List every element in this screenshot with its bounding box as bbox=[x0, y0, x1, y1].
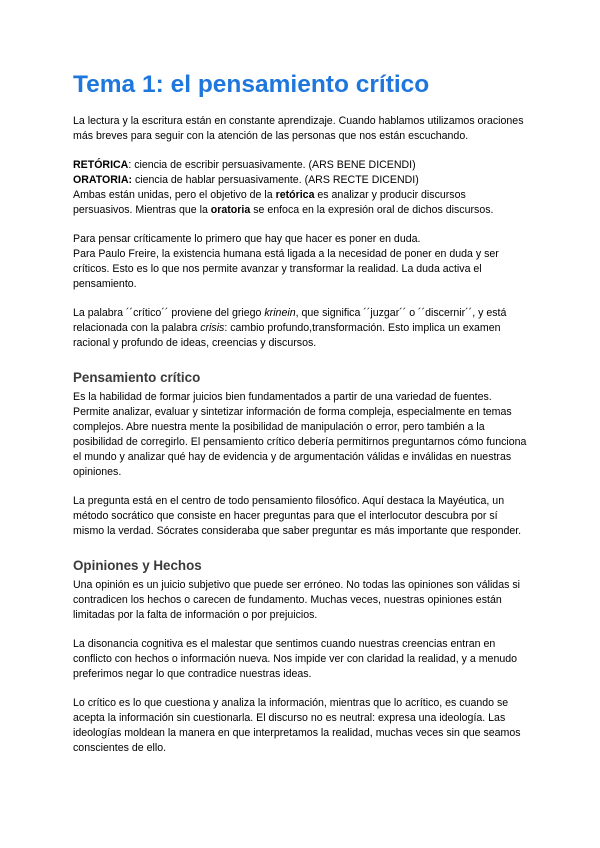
oratoria-definition bbox=[73, 173, 528, 188]
pensamiento-paragraph-2: La pregunta está en el centro de todo pensamiento filosófico. Aquí destaca la Mayéutica, un método socrático que consiste en hacer preguntas para que el interlocutor descubra por sí mismo la verdad. Sócrates consideraba que saber preguntar es más importante que responder. bbox=[73, 495, 522, 537]
palabra-text-a: La palabra ´´crítico´´ proviene del griego bbox=[73, 307, 265, 319]
duda-paragraph-1: Para pensar críticamente lo primero que hay que hacer es poner en duda. bbox=[73, 233, 421, 245]
retorica-definition bbox=[73, 158, 528, 173]
ambas-text-a: Ambas están unidas, pero el objetivo de la bbox=[73, 189, 276, 201]
section-heading-opiniones: Opiniones y Hechos bbox=[73, 558, 202, 573]
opiniones-paragraph-3: Lo crítico es lo que cuestiona y analiza la información, mientras que lo acrítico, es cuando se acepta la información sin cuestionarla. El discurso no es neutral: expresa una ideología. Las ideologías moldean la manera en que interpretamos la realidad, muchas veces sin que seamos conscientes de ello. bbox=[73, 697, 521, 754]
retorica-separator: : bbox=[128, 159, 132, 171]
retorica-def: ciencia de escribir persuasivamente. (ARS BENE DICENDI) bbox=[131, 159, 416, 171]
duda-paragraph-2: Para Paulo Freire, la existencia humana está ligada a la necesidad de poner en duda y ser críticos. Esto es lo que nos permite avanzar y transformar la realidad. La duda activa el pensamiento. bbox=[73, 248, 499, 290]
opiniones-paragraph-2: La disonancia cognitiva es el malestar que sentimos cuando nuestras creencias entran en conflicto con hechos o información nueva. Nos impide ver con claridad la realidad, y a menudo preferimos negar lo que contradice nuestras ideas. bbox=[73, 638, 518, 680]
section-heading-pensamiento: Pensamiento crítico bbox=[73, 370, 201, 385]
ambas-text-c: es analizar y producir discursos persuasivos. Mientras que la bbox=[73, 189, 466, 216]
opiniones-paragraph-1: Una opinión es un juicio subjetivo que puede ser erróneo. No todas las opiniones son válidas si contradicen los hechos o carecen de fundamento. Muchas veces, nuestras opiniones están limitadas por la falta de información o por prejuicios. bbox=[73, 579, 520, 621]
ambas-oratoria-bold: oratoria bbox=[210, 204, 251, 216]
palabra-krinein: krinein bbox=[264, 307, 296, 319]
pensamiento-paragraph-1: Es la habilidad de formar juicios bien fundamentados a partir de una variedad de fuentes. Permite analizar, evaluar y sintetizar información de forma compleja, especialmente en temas complejos. Abre nuestra mente la posibilidad de manipulación o error, pero también a la posibilidad de corregirlo. El pensamiento crítico debería permitirnos preguntarnos cómo funciona el mundo y analizar qué hay de evidencia y de argumentación válidas e inválidas en nuestras opiniones. bbox=[73, 391, 527, 478]
palabra-crisis: crisis bbox=[200, 322, 225, 334]
page-title: Tema 1: el pensamiento crítico bbox=[73, 71, 430, 98]
palabra-paragraph bbox=[73, 306, 528, 351]
oratoria-term: ORATORIA: bbox=[73, 174, 133, 186]
retorica-term: RETÓRICA bbox=[73, 159, 129, 171]
palabra-text-e: : cambio profundo,transformación. Esto implica un examen racional y profundo de ideas, creencias y discursos. bbox=[73, 322, 501, 349]
oratoria-def: ciencia de hablar persuasivamente. (ARS RECTE DICENDI) bbox=[132, 174, 419, 186]
ambas-paragraph bbox=[73, 188, 528, 218]
ambas-text-e: se enfoca en la expresión oral de dichos discursos. bbox=[250, 204, 494, 216]
intro-paragraph: La lectura y la escritura están en constante aprendizaje. Cuando hablamos utilizamos oraciones más breves para seguir con la atención de las personas que nos están escuchando. bbox=[73, 115, 524, 142]
ambas-retorica-bold: retórica bbox=[275, 189, 315, 201]
palabra-text-c: , que significa ´´juzgar´´ o ´´discernir´´, y está relacionada con la palabra bbox=[73, 307, 507, 334]
